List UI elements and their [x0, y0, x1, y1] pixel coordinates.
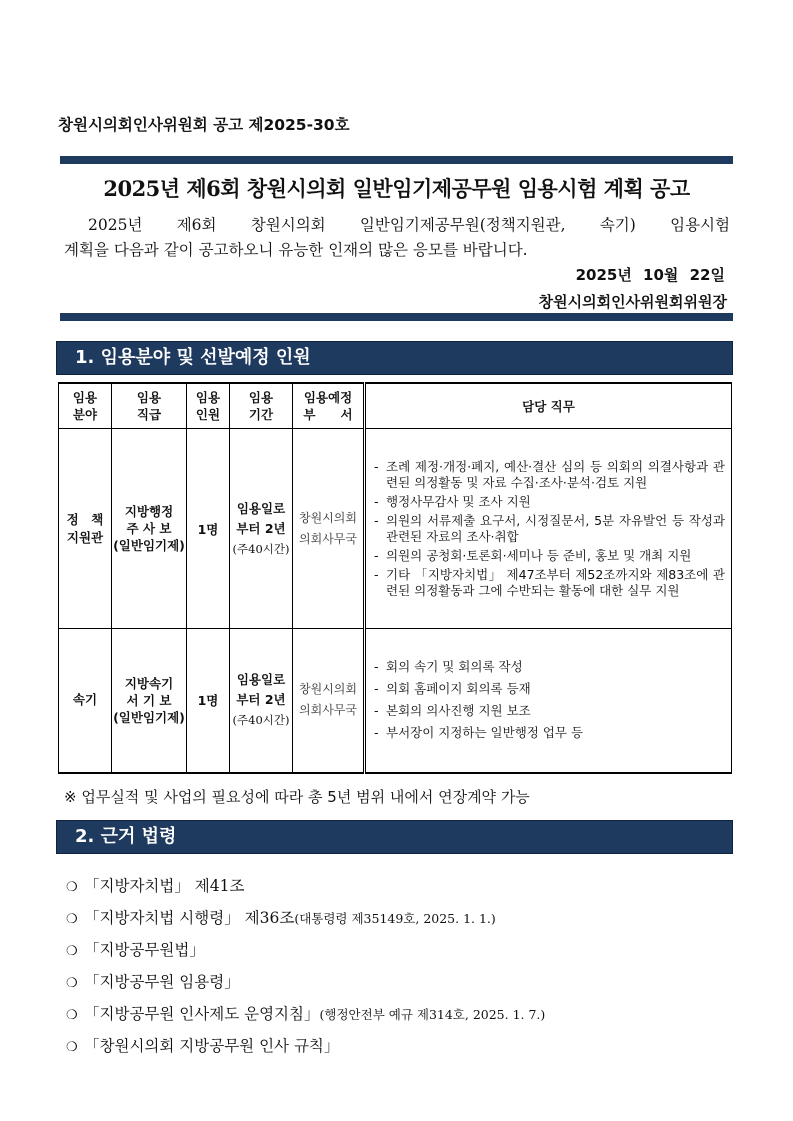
row-duties [365, 429, 732, 629]
circle-bullet-icon: ❍ [66, 1040, 78, 1055]
title-top-rule [60, 156, 733, 164]
list-item: - 회의 속기 및 회의록 작성 [374, 659, 725, 675]
header-period: 임용 기간 [230, 383, 293, 429]
row-dept: 창원시의회 의회사무국 [293, 629, 365, 773]
header-dept: 임용예정 부 서 [293, 383, 365, 429]
list-item: - 부서장이 지정하는 일반행정 업무 등 [374, 725, 725, 741]
list-item: - 행정사무감사 및 조사 지원 [374, 494, 725, 510]
circle-bullet-icon: ❍ [66, 944, 78, 959]
list-item: ❍ 「지방자치법」 제41조 [66, 872, 545, 904]
header-field: 임용 분야 [59, 383, 112, 429]
notice-date: 2025년 10월 22일 [575, 266, 725, 284]
row-period: 임용일로 부터 2년 (주40시간) [230, 429, 293, 629]
list-item: ❍ 「지방공무원 임용령」 [66, 968, 545, 1000]
row-field: 속기 [59, 629, 112, 773]
intro-line-2: 계획을 다음과 같이 공고하오니 유능한 인재의 많은 응모를 바랍니다. [64, 241, 528, 259]
list-item: - 본회의 의사진행 지원 보조 [374, 703, 725, 719]
positions-table [58, 382, 732, 774]
row-dept: 창원시의회 의회사무국 [293, 429, 365, 629]
circle-bullet-icon: ❍ [66, 880, 78, 895]
list-item: ❍ 「지방공무원 인사제도 운영지침」(행정안전부 예규 제314호, 2025. 1. 7.) [66, 1000, 545, 1032]
row-rank: 지방속기 서 기 보 (일반임기제) [112, 629, 187, 773]
list-item: - 기타 「지방자치법」 제47조부터 제52조까지와 제83조에 관련된 의정활동과 그에 수반되는 활동에 대한 실무 지원 [374, 567, 725, 599]
section-2-heading: 2. 근거 법령 [56, 820, 733, 854]
row-count: 1명 [187, 629, 230, 773]
circle-bullet-icon: ❍ [66, 1008, 78, 1023]
notice-number: 창원시의회인사위원회 공고 제2025-30호 [58, 116, 350, 134]
circle-bullet-icon: ❍ [66, 976, 78, 991]
list-item: - 의원의 공청회·토론회·세미나 등 준비, 홍보 및 개최 지원 [374, 548, 725, 564]
row-duties [365, 629, 732, 773]
list-item: ❍ 「지방공무원법」 [66, 936, 545, 968]
intro-line-1: 2025년 제6회 창원시의회 일반임기제공무원(정책지원관, 속기) 임용시험 [88, 216, 730, 234]
row-count: 1명 [187, 429, 230, 629]
list-item: ❍ 「지방자치법 시행령」 제36조(대통령령 제35149호, 2025. 1. 1.) [66, 904, 545, 936]
header-count: 임용 인원 [187, 383, 230, 429]
row-rank: 지방행정 주 사 보 (일반임기제) [112, 429, 187, 629]
row-field: 정 책 지원관 [59, 429, 112, 629]
table-row [59, 429, 732, 629]
section-1-heading: 1. 임용분야 및 선발예정 인원 [56, 341, 733, 375]
intro-paragraph [64, 213, 730, 263]
page-title: 2025년 제6회 창원시의회 일반임기제공무원 임용시험 계획 공고 [103, 176, 690, 201]
list-item: ❍ 「창원시의회 지방공무원 인사 규칙」 [66, 1032, 545, 1064]
table-header-row [59, 383, 732, 429]
header-rank: 임용 직급 [112, 383, 187, 429]
row-period: 임용일로 부터 2년 (주40시간) [230, 629, 293, 773]
list-item: - 의원의 서류제출 요구서, 시정질문서, 5분 자유발언 등 작성과 관련된 자료의 조사·취합 [374, 513, 725, 545]
header-duties: 담당 직무 [365, 383, 732, 429]
circle-bullet-icon: ❍ [66, 912, 78, 927]
issuer: 창원시의회인사위원회위원장 [538, 293, 727, 311]
legal-basis-list [66, 872, 545, 1064]
title-bottom-rule [60, 313, 733, 321]
list-item: - 조례 제정·개정·폐지, 예산·결산 심의 등 의회의 의결사항과 관련된 의정활동 및 자료 수집·조사·분석·검토 지원 [374, 459, 725, 491]
list-item: - 의회 홈페이지 회의록 등재 [374, 681, 725, 697]
table-row [59, 629, 732, 773]
extension-footnote: ※ 업무실적 및 사업의 필요성에 따라 총 5년 범위 내에서 연장계약 가능 [64, 788, 530, 806]
